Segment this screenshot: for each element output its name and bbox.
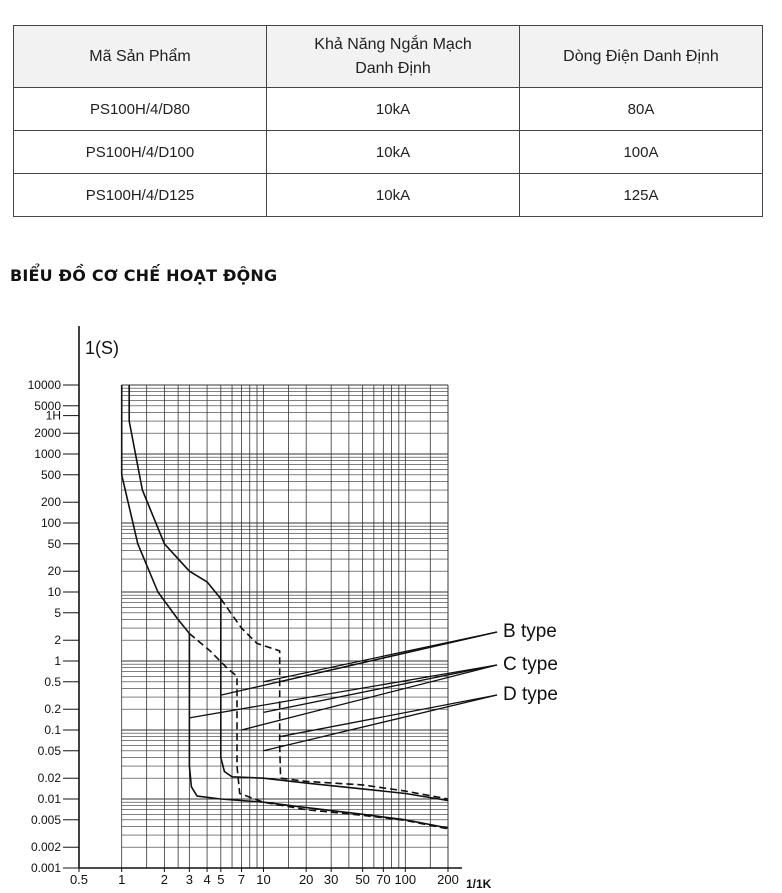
x-tick-label: 7	[237, 872, 246, 887]
x-tick-label: 100	[394, 872, 417, 887]
table-row	[14, 174, 763, 217]
y-tick-label: 0.005	[30, 812, 61, 827]
x-tick-label: 0.5	[69, 872, 89, 887]
x-tick-label: 4	[203, 872, 211, 887]
table-row	[14, 88, 763, 131]
section-title: BIỂU ĐỒ CƠ CHẾ HOẠT ĐỘNG	[10, 266, 278, 285]
breaking-capacity-cell: 10kA	[267, 88, 520, 131]
y-tick-label: 1000	[34, 447, 61, 461]
table-header-row	[14, 26, 763, 88]
y-tick-label: 0.01	[37, 792, 61, 806]
y-tick-label: 0.001	[30, 861, 61, 875]
header-product-code-label: Mã Sản Phẩm	[89, 47, 191, 65]
rated-current-cell: 125A	[520, 174, 763, 217]
y-tick-label: 0.05	[37, 743, 61, 758]
x-tick-label: 1	[118, 872, 126, 887]
y-tick-label: 20	[47, 564, 61, 579]
y-tick-label: 5	[54, 605, 61, 620]
product-code-cell: PS100H/4/D125	[14, 174, 267, 217]
trip-curve-chart	[0, 318, 782, 893]
x-tick-label: 3	[185, 872, 193, 887]
leader-line	[280, 632, 497, 682]
y-tick-label: 500	[40, 467, 61, 482]
breaking-capacity-cell: 10kA	[267, 174, 520, 217]
y-tick-label: 0.2	[44, 702, 61, 717]
rated-current-cell: 100A	[520, 131, 763, 174]
product-code-cell: PS100H/4/D80	[14, 88, 267, 131]
y-tick-label: 10	[47, 585, 61, 599]
y-tick-label: 10000	[27, 378, 61, 392]
y-tick-label: 50	[47, 536, 61, 551]
x-tick-label: 20	[298, 872, 314, 887]
x-tick-label: 50	[355, 872, 370, 887]
y-tick-label: 100	[40, 516, 61, 530]
leader-line	[264, 695, 498, 751]
y-tick-labels	[28, 378, 79, 875]
x-axis-label: 1/1K	[466, 877, 492, 891]
y-tick-label: 0.1	[44, 723, 61, 737]
header-rated-current	[520, 26, 763, 88]
x-tick-label: 70	[376, 872, 391, 887]
x-tick-labels	[70, 868, 459, 887]
y-tick-label: 2000	[34, 426, 61, 441]
y-tick-label: 1	[54, 654, 61, 668]
product-code-cell: PS100H/4/D100	[14, 131, 267, 174]
y-tick-label: 2	[54, 633, 61, 648]
x-tick-label: 5	[217, 872, 225, 887]
x-tick-label: 10	[256, 872, 271, 887]
y-axis-label: 1(S)	[85, 338, 120, 358]
x-tick-label: 200	[437, 872, 459, 887]
x-tick-label: 30	[323, 872, 339, 887]
chart-grid	[122, 385, 448, 868]
y-tick-label: 0.02	[37, 771, 61, 786]
y-tick-label: 1H	[45, 408, 61, 423]
curve-upper-bound-extension	[221, 599, 448, 799]
y-tick-label: 0.002	[30, 840, 61, 855]
table-row	[14, 131, 763, 174]
breaking-capacity-cell: 10kA	[267, 131, 520, 174]
header-breaking-capacity	[267, 26, 520, 88]
y-tick-label: 200	[40, 495, 61, 510]
chart-axes	[79, 326, 462, 868]
annotation-label: C type	[503, 654, 558, 675]
x-tick-label: 2	[160, 872, 168, 887]
annotation-label: D type	[503, 684, 558, 705]
annotation-label: B type	[503, 621, 557, 642]
rated-current-cell: 80A	[520, 88, 763, 131]
y-tick-label: 5000	[34, 398, 61, 413]
header-rated-current-label: Dòng Điện Danh Định	[563, 47, 719, 65]
header-breaking-capacity-line1: Khả Năng Ngắn Mạch	[314, 35, 472, 53]
header-product-code	[14, 26, 267, 88]
y-tick-label: 0.5	[44, 674, 61, 689]
header-breaking-capacity-line2: Danh Định	[355, 59, 431, 77]
product-spec-table	[13, 25, 763, 217]
